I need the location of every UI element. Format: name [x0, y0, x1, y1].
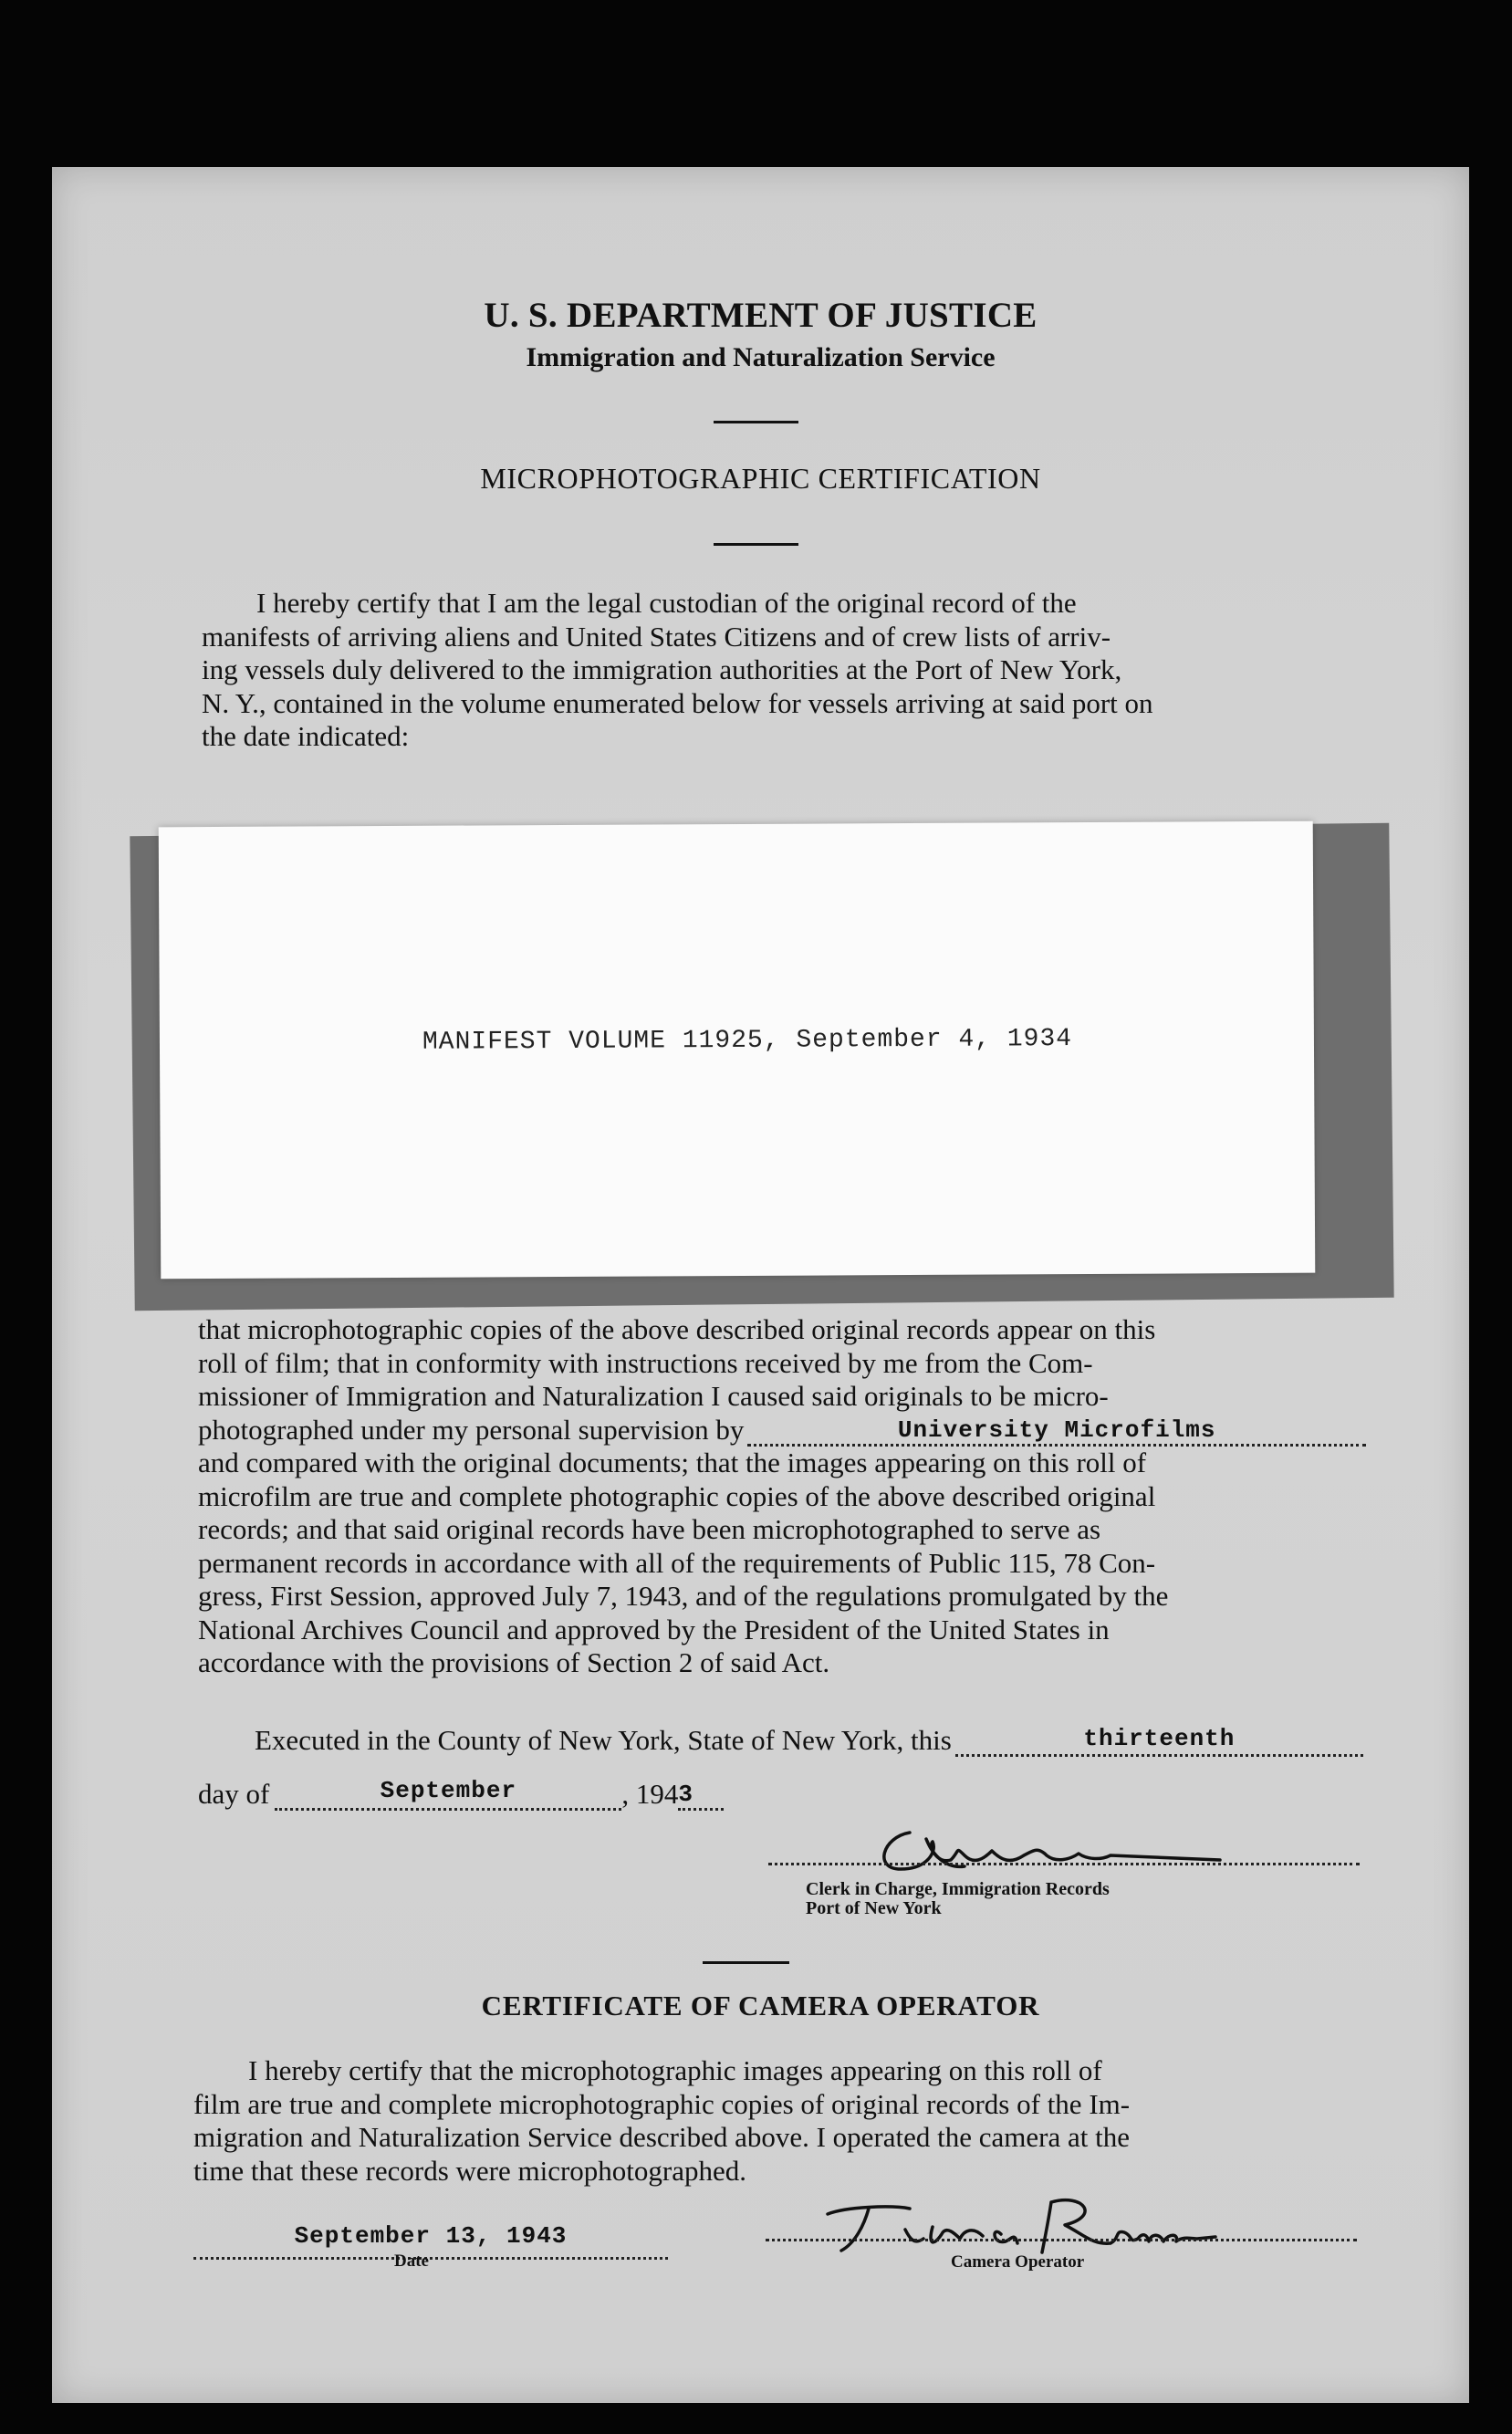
date-value: September 13, 1943: [294, 2222, 568, 2250]
supervision-field: [747, 1416, 1366, 1447]
body-line: microfilm are true and complete photographic copies of the above described original: [198, 1479, 1156, 1512]
certificate-page: [52, 167, 1469, 2403]
body-line: National Archives Council and approved by the President of the United States in: [198, 1613, 1110, 1645]
year-prefix: , 194: [621, 1778, 679, 1810]
supervision-line: [198, 1414, 1366, 1447]
volume-text: MANIFEST VOLUME 11925, September 4, 1934: [422, 1025, 1073, 1057]
operator-line: time that these records were microphotographed.: [193, 2154, 746, 2187]
body-line: that microphotographic copies of the above described original records appear on this: [198, 1313, 1156, 1345]
intro-paragraph: [202, 587, 1368, 754]
body-paragraph: [198, 1313, 1366, 1680]
title-divider: [714, 543, 798, 546]
header-divider: [714, 421, 798, 423]
day-field: [955, 1725, 1363, 1757]
clerk-signature-line: [768, 1861, 1360, 1865]
date-label: Date: [394, 2251, 429, 2271]
intro-line: N. Y., contained in the volume enumerated below for vessels arriving at said port on: [202, 686, 1153, 719]
service-subtitle: Immigration and Naturalization Service: [526, 342, 996, 372]
camera-operator-label: Camera Operator: [951, 2252, 1085, 2272]
volume-strip: [159, 821, 1316, 1280]
camera-operator-heading: CERTIFICATE OF CAMERA OPERATOR: [481, 1990, 1040, 2021]
certification-title: MICROPHOTOGRAPHIC CERTIFICATION: [480, 462, 1041, 495]
body-line: gress, First Session, approved July 7, 1943, and of the regulations promulgated by the: [198, 1580, 1169, 1612]
body-line: and compared with the original documents; that the images appearing on this roll of: [198, 1447, 1147, 1478]
operator-line: migration and Naturalization Service described above. I operated the camera at the: [193, 2121, 1130, 2153]
section-divider: [703, 1961, 789, 1964]
operator-line: I hereby certify that the microphotographic images appearing on this roll of: [248, 2054, 1102, 2086]
clerk-title: [806, 1880, 1110, 1918]
month-value: September: [380, 1777, 517, 1804]
day-value: thirteenth: [1083, 1725, 1236, 1752]
body-line: roll of film; that in conformity with instructions received by me from the Com-: [198, 1346, 1093, 1379]
operator-signature-line: [766, 2237, 1357, 2241]
intro-line: ing vessels duly delivered to the immigration authorities at the Port of New York,: [202, 653, 1122, 685]
body-line: missioner of Immigration and Naturalization I caused said originals to be micro-: [198, 1380, 1109, 1412]
body-line: records; and that said original records have been microphotographed to serve as: [198, 1513, 1101, 1545]
department-title: U. S. DEPARTMENT OF JUSTICE: [484, 296, 1038, 335]
camera-operator-paragraph: [193, 2054, 1364, 2188]
executed-line: [255, 1724, 1363, 1757]
intro-line: I hereby certify that I am the legal custodian of the original record of the: [256, 587, 1077, 619]
year-digit: 3: [678, 1781, 693, 1808]
supervision-value: University Microfilms: [897, 1416, 1216, 1444]
day-of-line: [198, 1778, 837, 1811]
body-line: permanent records in accordance with all of the requirements of Public 115, 78 Con-: [198, 1546, 1156, 1579]
day-of-label: day of: [198, 1778, 270, 1810]
executed-prefix: Executed in the County of New York, State of New York, this: [255, 1724, 952, 1756]
clerk-title-line1: Clerk in Charge, Immigration Records: [806, 1879, 1110, 1899]
body-line: accordance with the provisions of Section 2 of said Act.: [198, 1646, 830, 1678]
clerk-title-line2: Port of New York: [806, 1898, 942, 1918]
date-field: [193, 2222, 668, 2260]
intro-line: manifests of arriving aliens and United States Citizens and of crew lists of arriv-: [202, 620, 1111, 653]
intro-line: the date indicated:: [202, 720, 410, 752]
operator-line: film are true and complete microphotographic copies of original records of the Im-: [193, 2087, 1131, 2120]
year-field: [678, 1779, 724, 1811]
supervision-prefix: photographed under my personal supervision by: [198, 1413, 745, 1446]
month-field: [275, 1779, 621, 1811]
